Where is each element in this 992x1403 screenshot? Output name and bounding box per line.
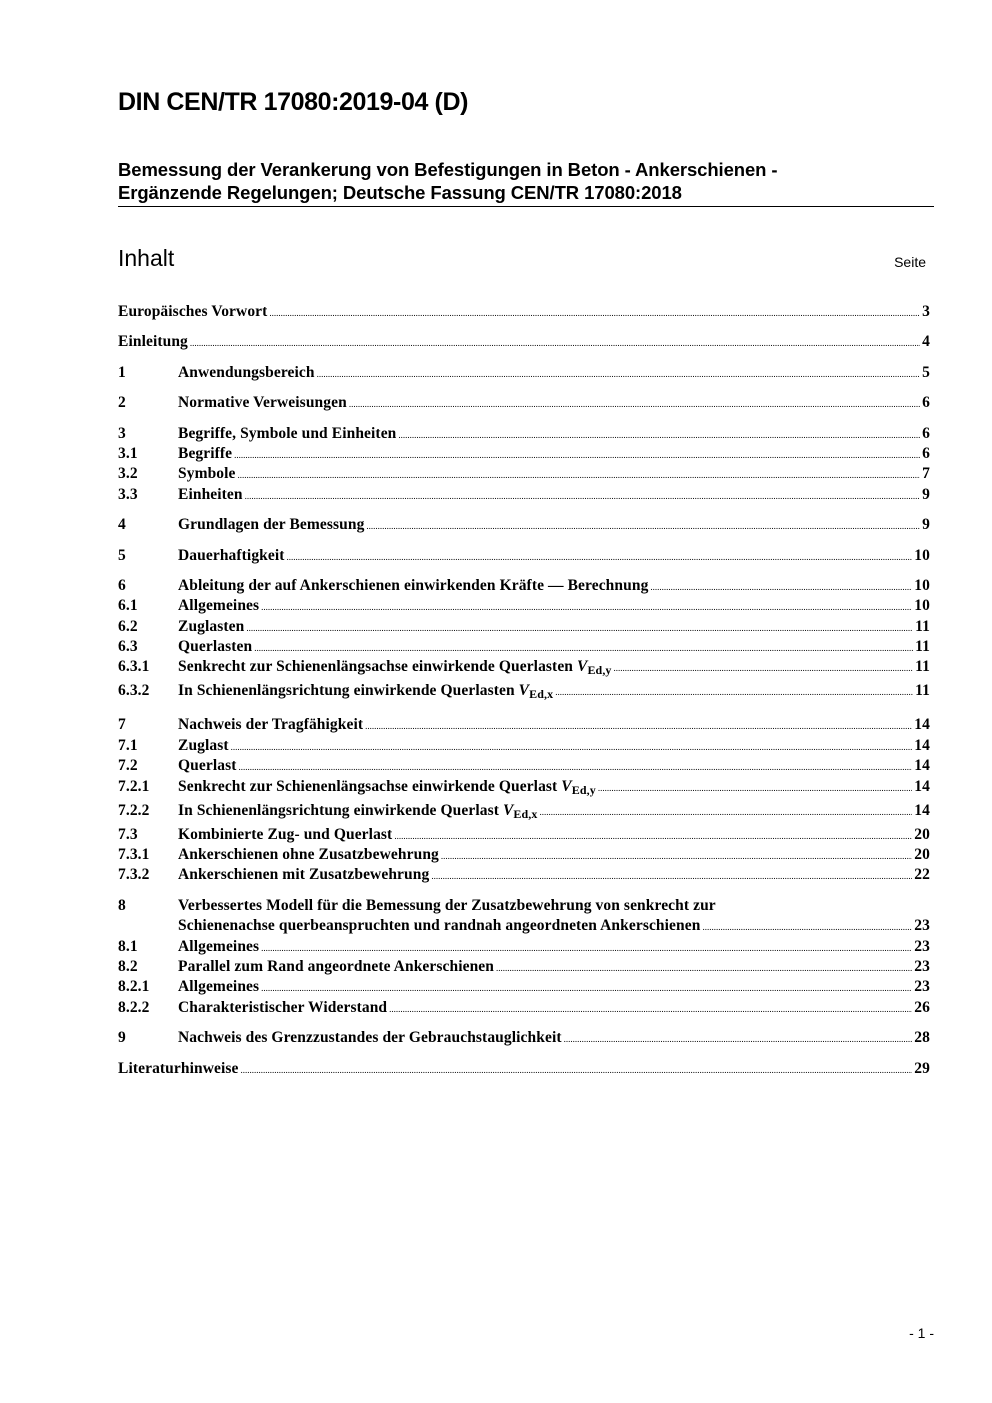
leader-dots bbox=[241, 1060, 913, 1080]
toc-entry-page: 11 bbox=[915, 617, 930, 635]
leader-dots bbox=[598, 778, 912, 798]
toc-entry-title: Schienenachse querbeanspruchten und randnah angeordneten Ankerschienen bbox=[178, 916, 701, 934]
toc-entry-page: 14 bbox=[914, 801, 930, 819]
toc-entry-title: Allgemeines bbox=[178, 978, 260, 996]
toc-entry-page: 11 bbox=[915, 638, 930, 656]
toc-entry-1[interactable] bbox=[118, 363, 930, 383]
toc-entry-6-3-1[interactable] bbox=[118, 657, 930, 681]
leader-dots bbox=[555, 682, 913, 702]
toc-entry-title: Ankerschienen mit Zusatzbewehrung bbox=[178, 866, 430, 884]
toc-entry-number: 3.2 bbox=[118, 465, 138, 483]
toc-entry-title: In Schienenlängsrichtung einwirkende Querlast bbox=[178, 801, 503, 819]
toc-entry-title: Zuglasten bbox=[178, 617, 245, 635]
toc-entry-title-wrap bbox=[178, 681, 553, 704]
subtitle-line-1: Bemessung der Verankerung von Befestigungen in Beton - Ankerschienen - bbox=[118, 159, 778, 180]
toc-entry-title-line-1: Verbessertes Modell für die Bemessung der Zusatzbewehrung von senkrecht zur bbox=[178, 896, 716, 914]
toc-entry-page: 5 bbox=[922, 363, 930, 381]
toc-entry-3-3[interactable] bbox=[118, 485, 930, 505]
toc-entry-7-3-2[interactable] bbox=[118, 865, 930, 885]
toc-entry-title: Senkrecht zur Schienenlängsachse einwirkende Querlasten bbox=[178, 658, 577, 676]
toc-entry-title: Charakteristischer Widerstand bbox=[178, 998, 388, 1016]
toc-entry-title: Ableitung der auf Ankerschienen einwirkenden Kräfte — Berechnung bbox=[178, 576, 649, 594]
toc-entry-7-3-1[interactable] bbox=[118, 845, 930, 865]
toc-entry-title: Parallel zum Rand angeordnete Ankerschienen bbox=[178, 958, 495, 975]
leader-dots bbox=[245, 486, 921, 506]
toc-entry-title: Zuglast bbox=[178, 736, 229, 754]
toc-entry-9[interactable] bbox=[118, 1028, 930, 1048]
toc-entry-7-1[interactable] bbox=[118, 736, 930, 756]
toc-entry-title: Anwendungsbereich bbox=[178, 363, 315, 381]
toc-entry-page: 28 bbox=[914, 1029, 930, 1047]
toc-entry-page: 10 bbox=[914, 576, 930, 594]
leader-dots bbox=[702, 917, 912, 937]
toc-entry-title: Symbole bbox=[178, 465, 236, 483]
toc-entry-number: 6.2 bbox=[118, 617, 138, 635]
leader-dots bbox=[349, 394, 920, 414]
toc-entry-page: 14 bbox=[914, 777, 930, 795]
toc-entry-title: Normative Verweisungen bbox=[178, 394, 347, 412]
toc-entry-7-2[interactable] bbox=[118, 756, 930, 776]
toc-entry-number: 9 bbox=[118, 1029, 126, 1047]
toc-entry-page: 14 bbox=[914, 736, 930, 754]
toc-entry-number: 3 bbox=[118, 424, 126, 442]
document-subtitle bbox=[118, 158, 934, 204]
symbol-subscript: Ed,y bbox=[571, 782, 596, 797]
leader-dots bbox=[254, 638, 913, 658]
toc-entry-number: 7.2.1 bbox=[118, 777, 150, 795]
leader-dots bbox=[261, 938, 912, 958]
toc-entry-8-2-1[interactable] bbox=[118, 977, 930, 997]
header-divider bbox=[118, 206, 934, 207]
toc-entry-number: 6 bbox=[118, 576, 126, 594]
toc-entry-7-3[interactable] bbox=[118, 825, 930, 845]
leader-dots bbox=[246, 618, 913, 638]
toc-entry-6[interactable] bbox=[118, 576, 930, 596]
toc-entry-title: Kombinierte Zug- und Querlast bbox=[178, 825, 393, 843]
toc-entry-4[interactable] bbox=[118, 515, 930, 535]
toc-entry-8[interactable] bbox=[118, 896, 930, 937]
toc-entry-8-1[interactable] bbox=[118, 937, 930, 957]
toc-entry-page: 3 bbox=[922, 303, 930, 320]
toc-entry-title: Einheiten bbox=[178, 485, 243, 503]
toc-entry-3[interactable] bbox=[118, 424, 930, 444]
toc-entry-6-2[interactable] bbox=[118, 617, 930, 637]
toc-entry-7-2-1[interactable] bbox=[118, 777, 930, 801]
toc-entry-einleitung[interactable] bbox=[118, 332, 930, 352]
toc-entry-title: Europäisches Vorwort bbox=[118, 303, 268, 320]
toc-entry-page: 29 bbox=[914, 1059, 930, 1077]
symbol-v: V bbox=[518, 682, 530, 700]
toc-entry-number: 8 bbox=[118, 896, 126, 914]
toc-entry-6-3-2[interactable] bbox=[118, 681, 930, 705]
toc-entry-page: 7 bbox=[922, 465, 930, 483]
toc-entry-title: Dauerhaftigkeit bbox=[178, 546, 285, 564]
toc-entry-number: 6.3.1 bbox=[118, 658, 150, 676]
toc-entry-3-2[interactable] bbox=[118, 464, 930, 484]
toc-entry-number: 1 bbox=[118, 363, 126, 381]
toc-entry-number: 5 bbox=[118, 546, 126, 564]
leader-dots bbox=[261, 978, 912, 998]
leader-dots bbox=[389, 999, 912, 1019]
subtitle-line-2: Ergänzende Regelungen; Deutsche Fassung CEN/TR 17080:2018 bbox=[118, 182, 682, 203]
toc-entry-8-2-2[interactable] bbox=[118, 998, 930, 1018]
leader-dots bbox=[540, 802, 913, 822]
toc-entry-number: 4 bbox=[118, 516, 126, 534]
toc-heading: Inhalt bbox=[118, 245, 175, 271]
toc-entry-number: 3.1 bbox=[118, 444, 138, 462]
leader-dots bbox=[239, 757, 913, 777]
leader-dots bbox=[366, 516, 920, 536]
leader-dots bbox=[317, 364, 921, 384]
toc-entry-page: 14 bbox=[914, 716, 930, 734]
toc-entry-6-1[interactable] bbox=[118, 596, 930, 616]
toc-entry-page: 23 bbox=[914, 937, 930, 955]
symbol-v: V bbox=[577, 658, 588, 676]
leader-dots bbox=[287, 547, 913, 567]
toc-entry-title: Einleitung bbox=[118, 333, 188, 351]
toc-entry-page: 23 bbox=[914, 916, 930, 934]
toc-entry-page: 9 bbox=[922, 485, 930, 503]
page-number: - 1 - bbox=[909, 1325, 934, 1341]
leader-dots bbox=[269, 303, 920, 323]
toc-entry-page: 11 bbox=[915, 658, 930, 676]
toc-entry-6-3[interactable] bbox=[118, 637, 930, 657]
toc-entry-title-wrap bbox=[178, 657, 612, 680]
toc-entry-page: 6 bbox=[922, 424, 930, 442]
toc-entry-title: Grundlagen der Bemessung bbox=[178, 516, 365, 534]
leader-dots bbox=[431, 866, 912, 886]
toc-entry-title: Ankerschienen ohne Zusatzbewehrung bbox=[178, 846, 439, 864]
symbol-subscript: Ed,x bbox=[529, 687, 554, 702]
toc-entry-page: 6 bbox=[922, 444, 930, 462]
toc-entry-number: 8.2.1 bbox=[118, 978, 150, 996]
toc-entry-page: 14 bbox=[914, 757, 930, 775]
leader-dots bbox=[261, 597, 912, 617]
leader-dots bbox=[238, 465, 921, 485]
toc-entry-2[interactable] bbox=[118, 393, 930, 413]
document-title: DIN CEN/TR 17080:2019-04 (D) bbox=[118, 88, 469, 116]
toc-entry-number: 8.1 bbox=[118, 937, 138, 955]
toc-entry-number: 6.1 bbox=[118, 597, 138, 615]
toc-entry-page: 4 bbox=[922, 333, 930, 351]
toc-entry-number: 6.3.2 bbox=[118, 682, 150, 700]
symbol-subscript: Ed,x bbox=[513, 806, 538, 821]
toc-entry-number: 7.3.1 bbox=[118, 846, 150, 864]
leader-dots bbox=[564, 1029, 913, 1049]
toc-page-column-heading: Seite bbox=[894, 254, 926, 270]
leader-dots bbox=[234, 445, 920, 465]
symbol-v: V bbox=[502, 801, 514, 819]
toc-entry-number: 7.2 bbox=[118, 757, 138, 775]
toc-entry-vorwort[interactable] bbox=[118, 302, 930, 322]
toc-entry-title: Allgemeines bbox=[178, 597, 260, 615]
toc-entry-number: 7.1 bbox=[118, 736, 138, 754]
toc-entry-number: 8.2 bbox=[118, 958, 138, 975]
toc-entry-title: In Schienenlängsrichtung einwirkende Querlasten bbox=[178, 682, 519, 700]
toc-entry-title: Querlasten bbox=[178, 638, 253, 656]
symbol-v: V bbox=[561, 777, 572, 795]
toc-entry-page: 22 bbox=[914, 866, 930, 884]
leader-dots bbox=[365, 716, 912, 736]
leader-dots bbox=[398, 425, 920, 445]
toc-entry-title-wrap bbox=[178, 777, 596, 800]
toc-entry-page: 10 bbox=[914, 597, 930, 615]
toc-entry-title: Querlast bbox=[178, 757, 237, 775]
toc-entry-number: 8.2.2 bbox=[118, 998, 150, 1016]
toc-entry-3-1[interactable] bbox=[118, 444, 930, 464]
toc-entry-7[interactable] bbox=[118, 715, 930, 735]
toc-entry-5[interactable] bbox=[118, 546, 930, 566]
leader-dots bbox=[231, 737, 913, 757]
toc-entry-page: 23 bbox=[914, 958, 930, 975]
toc-entry-number: 7.3.2 bbox=[118, 866, 150, 884]
toc-entry-number: 3.3 bbox=[118, 485, 138, 503]
toc-entry-title: Allgemeines bbox=[178, 937, 260, 955]
toc-entry-number: 7.2.2 bbox=[118, 801, 150, 819]
symbol-subscript: Ed,y bbox=[587, 663, 612, 678]
table-of-contents bbox=[118, 302, 930, 1079]
toc-entry-title: Nachweis des Grenzzustandes der Gebrauchstauglichkeit bbox=[178, 1029, 562, 1047]
toc-entry-title: Begriffe, Symbole und Einheiten bbox=[178, 424, 397, 442]
toc-entry-7-2-2[interactable] bbox=[118, 801, 930, 825]
toc-entry-title: Literaturhinweise bbox=[118, 1059, 239, 1077]
leader-dots bbox=[614, 658, 914, 678]
toc-entry-title-wrap bbox=[178, 801, 538, 824]
toc-entry-title: Nachweis der Tragfähigkeit bbox=[178, 716, 364, 734]
toc-entry-number: 7 bbox=[118, 716, 126, 734]
toc-entry-page: 10 bbox=[914, 546, 930, 564]
leader-dots bbox=[394, 826, 912, 846]
toc-entry-title: Begriffe bbox=[178, 444, 233, 462]
toc-entry-page: 9 bbox=[922, 516, 930, 534]
toc-entry-page: 26 bbox=[914, 998, 930, 1016]
toc-entry-number: 6.3 bbox=[118, 638, 138, 656]
toc-entry-number: 2 bbox=[118, 394, 126, 412]
toc-entry-page: 23 bbox=[914, 978, 930, 996]
toc-entry-page: 20 bbox=[914, 846, 930, 864]
leader-dots bbox=[190, 333, 920, 353]
toc-entry-page: 20 bbox=[914, 825, 930, 843]
leader-dots bbox=[496, 958, 912, 978]
toc-entry-page: 6 bbox=[922, 394, 930, 412]
toc-entry-title: Senkrecht zur Schienenlängsachse einwirkende Querlast bbox=[178, 777, 562, 795]
leader-dots bbox=[650, 577, 912, 597]
toc-entry-number: 7.3 bbox=[118, 825, 138, 843]
toc-entry-literaturhinweise[interactable] bbox=[118, 1059, 930, 1079]
toc-entry-8-2[interactable] bbox=[118, 957, 930, 977]
toc-entry-page: 11 bbox=[915, 682, 930, 700]
leader-dots bbox=[441, 846, 912, 866]
